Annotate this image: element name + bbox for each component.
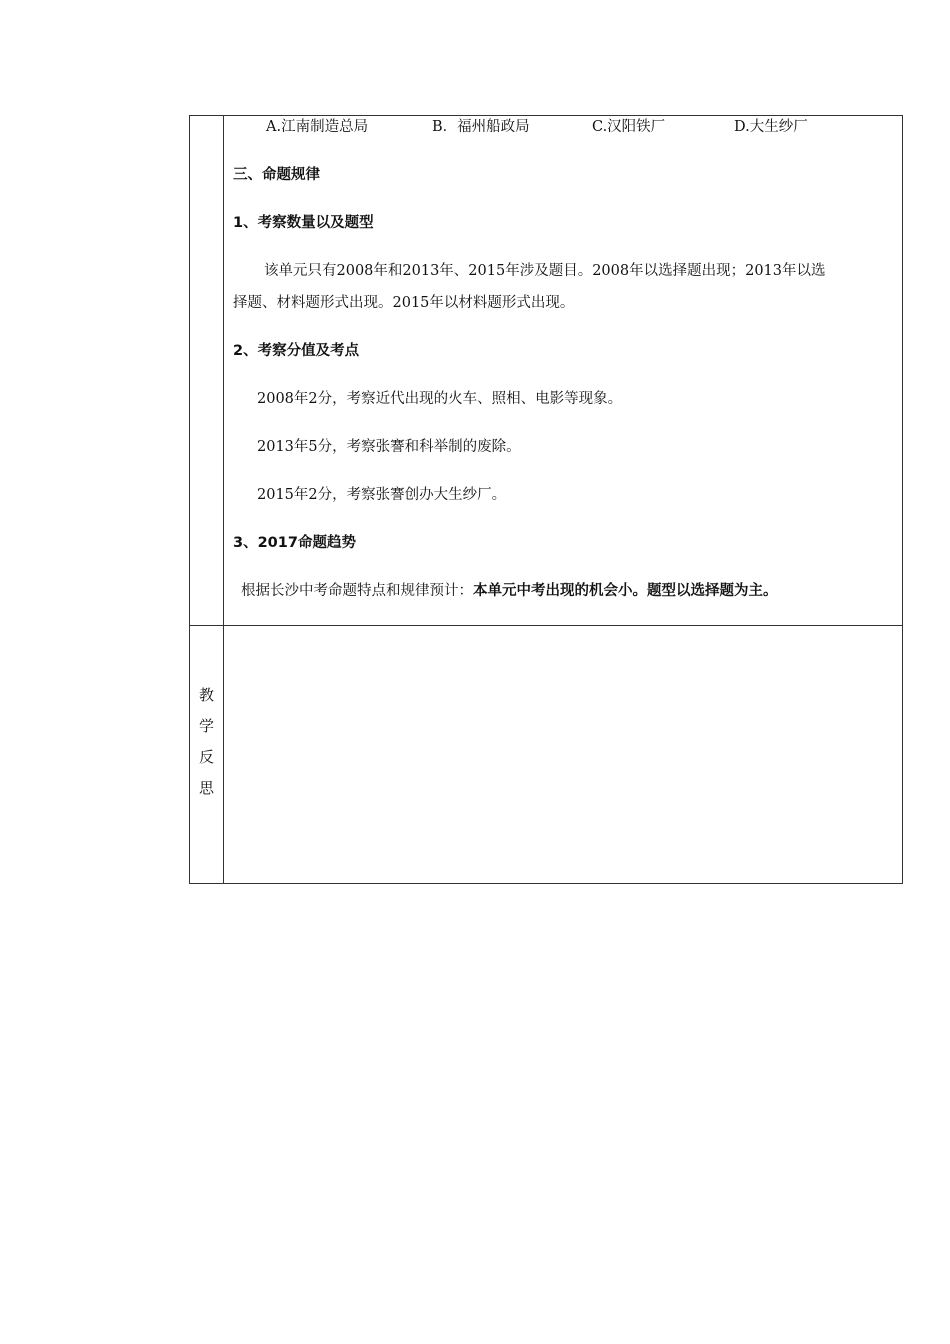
option-c: C.汉阳铁厂 [592, 119, 666, 135]
option-d: D.大生纱厂 [734, 119, 808, 135]
list-item: 2013年5分，考察张謇和科举制的废除。 [257, 439, 521, 455]
left-cell-empty [190, 116, 224, 626]
label-char: 思 [198, 779, 214, 797]
table-row [190, 626, 903, 884]
label-char: 反 [198, 748, 214, 766]
lesson-table [189, 115, 903, 884]
trend-paragraph [241, 581, 778, 601]
trend-emphasis: 本单元中考出现的机会小。题型以选择题为主。 [473, 583, 778, 599]
content-area [224, 116, 902, 625]
option-a: A.江南制造总局 [266, 119, 369, 135]
table-row [190, 116, 903, 626]
label-char: 教 [198, 686, 214, 704]
label-char: 学 [198, 717, 214, 735]
option-b: B．福州船政局 [432, 119, 530, 135]
subheading-score-points: 2、考察分值及考点 [233, 343, 360, 359]
section-heading: 三、命题规律 [233, 167, 320, 183]
list-item: 2015年2分，考察张謇创办大生纱厂。 [257, 487, 507, 503]
reflection-label [190, 626, 223, 883]
reflection-label-cell [190, 626, 224, 884]
subheading-trend: 3、2017命题趋势 [233, 535, 356, 551]
content-cell [224, 116, 903, 626]
subheading-count-types: 1、考察数量以及题型 [233, 215, 374, 231]
paragraph-line: 该单元只有2008年和2013年、2015年涉及题目。2008年以选择题出现；2013年以选 [264, 263, 826, 279]
reflection-content-cell [224, 626, 903, 884]
list-item: 2008年2分，考察近代出现的火车、照相、电影等现象。 [257, 391, 623, 407]
trend-prefix: 根据长沙中考命题特点和规律预计： [241, 583, 473, 599]
paragraph-line: 择题、材料题形式出现。2015年以材料题形式出现。 [233, 295, 575, 311]
